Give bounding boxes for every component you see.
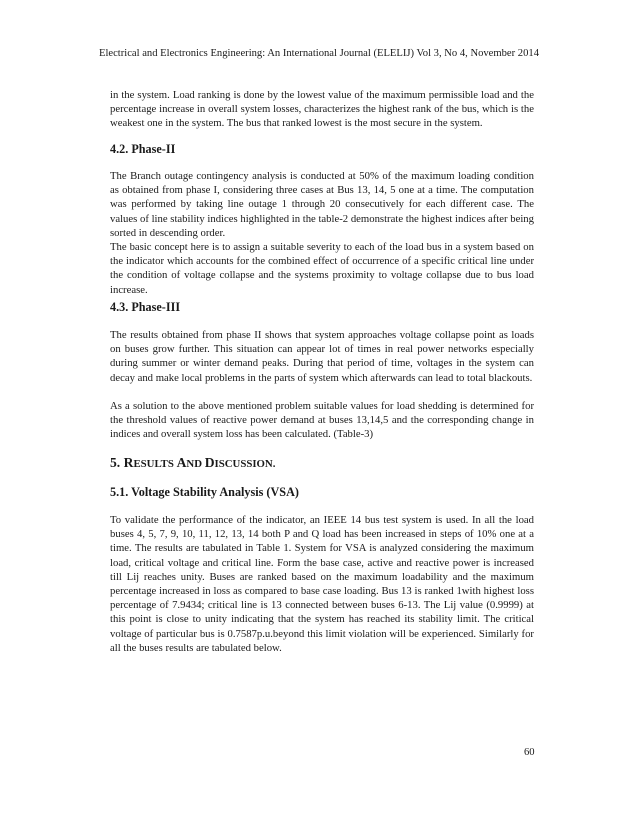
- section-heading-5: [110, 454, 534, 473]
- section-heading-5-1: 5.1. Voltage Stability Analysis (VSA): [110, 485, 299, 499]
- body-content: [110, 88, 534, 131]
- section-4-3: [110, 300, 534, 315]
- section-4-2: [110, 142, 534, 157]
- page-number: 60: [524, 747, 535, 758]
- section-4-2-para-2-block: [110, 240, 534, 297]
- section-4-2-para-1-block: [110, 169, 534, 240]
- heading-smallcaps-esults: ESULTS: [133, 458, 177, 470]
- heading-smallcaps-iscussion: ISCUSSION.: [214, 458, 276, 470]
- section-heading-4-2: 4.2. Phase-II: [110, 142, 176, 156]
- section-5: [110, 454, 534, 473]
- section-4-2-paragraph-1: The Branch outage contingency analysis is conducted at 50% of the maximum loading condition as obtained from phase I, considering three cases at Bus 13, 14, 5 one at a time. The computation was performed by taking line outage 1 through 20 consecutively for each different case. The values of line stability indices highlighted in the table-2 demonstrate the highest indices after being sorted in descending order.: [110, 170, 534, 239]
- intro-paragraph: in the system. Load ranking is done by the lowest value of the maximum permissible load and the percentage increase in overall system losses, characterizes the highest rank of the bus, which is the weakest one in the system. The bus that ranked lowest is the most secure in the system.: [110, 89, 534, 130]
- section-5-number: 5.: [110, 455, 121, 470]
- section-4-3-paragraph-2: As a solution to the above mentioned problem suitable values for load shedding is determined for the threshold values of reactive power demand at buses 13,14,5 and the corresponding change in indices and overall system loss has been calculated. (Table-3): [110, 400, 534, 441]
- section-4-3-para-1-block: [110, 328, 534, 385]
- running-header: Electrical and Electronics Engineering: An International Journal (ELELIJ) Vol 3, No 4, November 2014: [98, 48, 539, 59]
- heading-cap-d: D: [204, 455, 215, 470]
- section-4-2-paragraph-2: The basic concept here is to assign a suitable severity to each of the load bus in a system based on the indicator which accounts for the combined effect of occurrence of a specific critical line under the condition of voltage collapse and the systems proximity to voltage collapse due to bus load increase.: [110, 241, 534, 296]
- section-5-1-para-1-block: [110, 513, 534, 655]
- section-5-1-paragraph-1: To validate the performance of the indicator, an IEEE 14 bus test system is used. In all the load buses 4, 5, 7, 9, 10, 11, 12, 13, 14 both P and Q load has been increased in steps of 10% one at a time. The results are tabulated in Table 1. System for VSA is analyzed considering the maximum load, critical voltage and critical line. Form the base case, active and reactive power is increased till Lij reaches unity. Buses are ranked based on the maximum loadability and the maximum percentage increased in loss as compared to base case loading. Bus 13 is ranked 1with highest loss percentage of 7.9434; critical line is 13 connected between buses 6-13. The Lij value (0.9999) at this point is close to unity indicating that the system has reached its stability limit. The critical voltage of particular bus is 0.7587p.u.beyond this limit violation will be experienced. Similarly for all the buses results are tabulated below.: [110, 514, 534, 654]
- section-4-3-para-2-block: [110, 399, 534, 442]
- heading-smallcaps-nd: ND: [186, 458, 205, 470]
- heading-cap-a: A: [176, 455, 187, 470]
- heading-cap-r: R: [123, 455, 134, 470]
- section-4-3-paragraph-1: The results obtained from phase II shows that system approaches voltage collapse point as loads on buses grow further. This situation can appear lot of times in real power networks especially during summer or winter demand peaks. During that period of time, voltages in the system can decay and make local problems in the parts of system which afterwards can lead to total blackouts.: [110, 329, 534, 384]
- section-5-1: [110, 485, 534, 500]
- section-heading-4-3: 4.3. Phase-III: [110, 300, 181, 314]
